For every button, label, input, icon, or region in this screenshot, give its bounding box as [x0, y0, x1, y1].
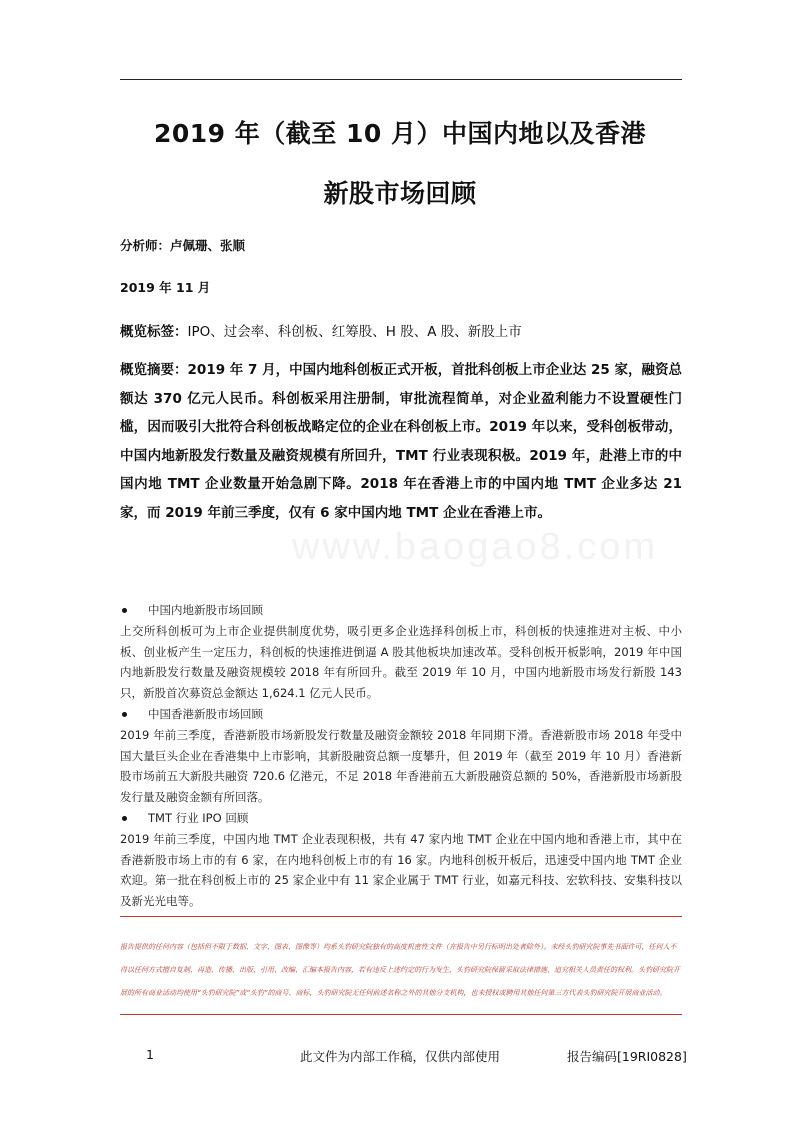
tags-value: IPO、过会率、科创板、红筹股、H 股、A 股、新股上市: [187, 324, 522, 340]
watermark: www.baogao8.com: [292, 526, 659, 568]
section-heading: TMT 行业 IPO 回顾: [148, 811, 249, 825]
analyst-line: 分析师：卢佩珊、张顺: [120, 238, 246, 253]
report-code: 报告编码[19RI0828]: [567, 1049, 687, 1064]
section-body: 2019 年前三季度，中国内地 TMT 企业表现积极，共有 47 家内地 TMT 企业在中国内地和香港上市，其中在香港新股市场上市的有 6 家，在内地科创板上市的有 16 家。内地科创板开板后，迅速受中国内地 TMT 企业欢迎。第一批在科创板上市的 25 家企业中有 11 家企业属于 TMT 行业，如嘉元科技、宏软科技、安集科技以及新光光电等。: [120, 832, 682, 908]
overview-tags: [120, 320, 522, 340]
footer-note: 此文件为内部工作稿，仅供内部使用: [300, 1049, 501, 1064]
section-heading: 中国内地新股市场回顾: [148, 603, 263, 617]
sections: [120, 600, 682, 912]
disclaimer-top-rule: [120, 916, 682, 917]
section-heading: 中国香港新股市场回顾: [148, 707, 263, 721]
report-title-line2: 新股市场回顾: [323, 179, 477, 208]
section-body: 2019 年前三季度，香港新股市场新股发行数量及融资金额较 2018 年同期下滑。香港新股市场 2018 年受中国大量巨头企业在香港集中上市影响，其新股融资总额一度攀升，但 2019 年（截至 2019 年 10 月）香港新股市场前五大新股共融资 720.6 亿港元，不足 2018 年香港前五大新股融资总额的 50%，香港新股市场新股发行量及融资金额有所回落。: [120, 728, 682, 804]
bullet-icon: [122, 816, 127, 821]
disclaimer-text: 报告提供的任何内容（包括但不限于数据、文字、图表、图像等）均系头豹研究院独有的高度机密性文件（在报告中另行标明出处者除外）。未经头豹研究院事先书面许可，任何人不得以任何方式擅自复制、再造、传播、出版、引用、改编、汇编本报告内容，若有违反上述约定的行为发生，头豹研究院保留采取法律措施、追究相关人员责任的权利。头豹研究院开展的所有商业活动均使用“头豹研究院”或“头豹”的商号、商标，头豹研究院无任何前述名称之外的其他分支机构，也未授权或聘用其他任何第三方代表头豹研究院开展商业活动。: [120, 943, 680, 997]
overview-summary: 概览摘要：2019 年 7 月，中国内地科创板正式开板，首批科创板上市企业达 25 家，融资总额达 370 亿元人民币。科创板采用注册制，审批流程简单，对企业盈利能力不设置硬性门槛，因而吸引大批符合科创板战略定位的企业在科创板上市。2019 年以来，受科创板带动，中国内地新股发行数量及融资规模有所回升，TMT 行业表现积极。2019 年，赴港上市的中国内地 TMT 企业数量开始急剧下降。2018 年在香港上市的中国内地 TMT 企业多达 21 家，而 2019 年前三季度，仅有 6 家中国内地 TMT 企业在香港上市。: [120, 362, 682, 521]
section-body: 上交所科创板可为上市企业提供制度优势，吸引更多企业选择科创板上市，科创板的快速推进对主板、中小板、创业板产生一定压力，科创板的快速推进倒逼 A 股其他板块加速改革。受科创板开板影响，2019 年中国内地新股发行数量及融资规模较 2018 年有所回升。截至 2019 年 10 月，中国内地新股市场发行新股 143 只，新股首次募资总金额达 1,624.1 亿元人民币。: [120, 624, 682, 700]
bullet-icon: [122, 712, 127, 717]
tags-label: 概览标签：: [120, 324, 188, 340]
report-date: 2019 年 11 月: [120, 280, 211, 295]
disclaimer-bottom-rule: [120, 1014, 682, 1015]
section-tmt-ipo: [120, 808, 682, 911]
section-mainland-ipo: [120, 600, 682, 703]
report-title-line1: 2019 年（截至 10 月）中国内地以及香港: [154, 119, 646, 148]
header-rule: [120, 79, 682, 80]
page-number: 1: [146, 1047, 154, 1062]
bullet-icon: [122, 608, 127, 613]
section-hongkong-ipo: [120, 704, 682, 807]
